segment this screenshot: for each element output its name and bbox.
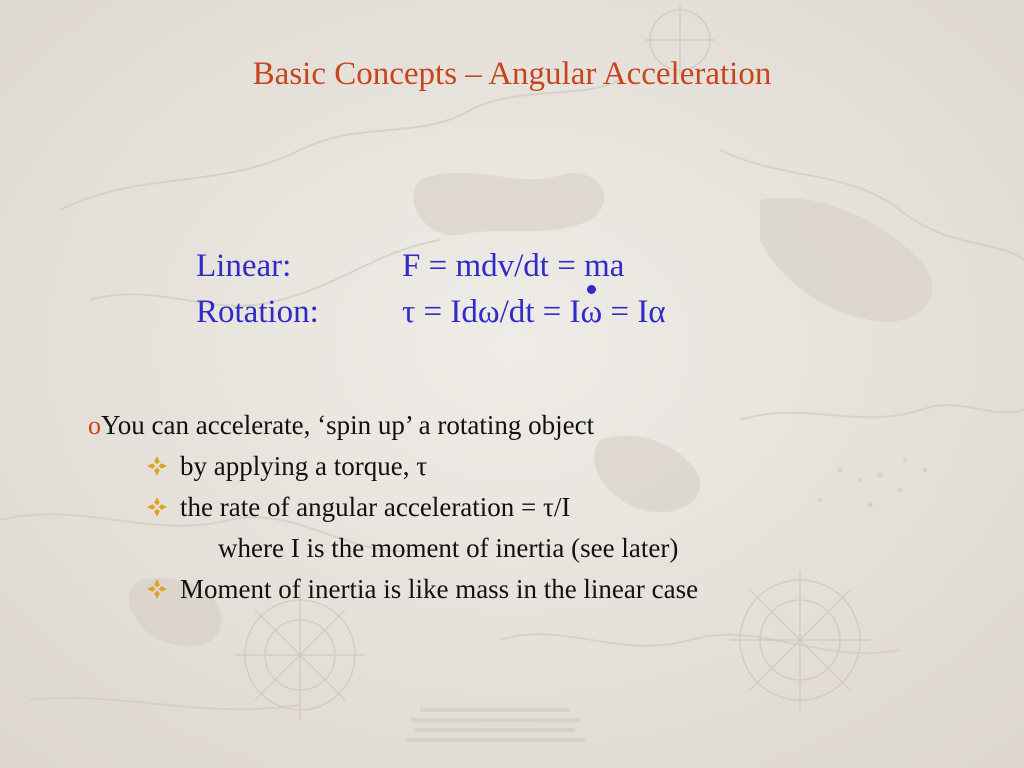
rotation-expression-right: = Iα — [602, 294, 666, 330]
sub-bullet-rate — [88, 487, 698, 528]
diamond-bullet-icon — [146, 496, 168, 518]
diamond-bullet-icon — [146, 578, 168, 600]
sub-bullet-text: the rate of angular acceleration = τ/I — [180, 492, 571, 522]
linear-label: Linear: — [196, 248, 292, 284]
rotation-label: Rotation: — [196, 294, 319, 330]
rotation-expression-left: τ = Idω/dt = I — [402, 294, 581, 330]
continuation-text: where I is the moment of inertia (see later) — [218, 533, 679, 563]
sub-bullet-inertia — [88, 569, 698, 610]
bullet-list — [88, 405, 698, 610]
rotation-expression — [402, 289, 666, 335]
diamond-bullet-icon — [146, 455, 168, 477]
sub-bullet-text: Moment of inertia is like mass in the linear case — [180, 574, 699, 604]
omega-dot-symbol: ω — [581, 289, 603, 335]
main-bullet-text: You can accelerate, ‘spin up’ a rotating object — [101, 410, 595, 440]
main-bullet — [88, 405, 698, 446]
slide-title: Basic Concepts – Angular Acceleration — [252, 56, 772, 92]
sub-bullet-continuation — [88, 528, 698, 569]
sub-bullet-text: by applying a torque, τ — [180, 451, 428, 481]
circle-bullet-marker: o — [88, 411, 101, 440]
linear-expression: F = mdv/dt = ma — [402, 248, 625, 284]
sub-bullet-torque — [88, 446, 698, 487]
